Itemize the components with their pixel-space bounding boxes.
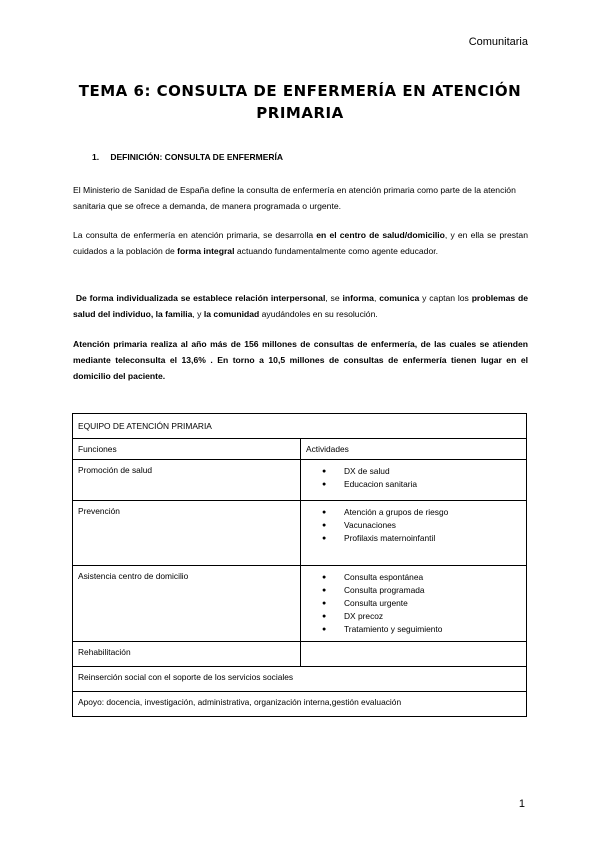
activity-item: ● Vacunaciones	[322, 519, 521, 532]
p3-part-h: , y	[192, 309, 204, 319]
table-header-row	[73, 439, 527, 460]
activity-item: ● DX precoz	[322, 610, 521, 623]
function-cell: Prevención	[73, 501, 301, 566]
title-line-1: TEMA 6: CONSULTA DE ENFERMERÍA EN ATENCIÓN	[78, 82, 522, 100]
p2-part-e: actuando fundamentalmente como agente educador.	[234, 246, 439, 256]
paragraph-individual	[73, 290, 528, 322]
p2-part-a: La consulta de enfermería en atención primaria, se desarrolla	[73, 230, 317, 240]
activity-item: ● Atención a grupos de riesgo	[322, 506, 521, 519]
function-cell: Promoción de salud	[73, 460, 301, 501]
activity-item: ● DX de salud	[322, 465, 521, 478]
p2-part-b: en el centro de salud/domicilio	[316, 230, 445, 240]
activities-list	[322, 571, 521, 636]
activity-item: ● Consulta espontánea	[322, 571, 521, 584]
activity-item: ● Educacion sanitaria	[322, 478, 521, 491]
document-title	[60, 80, 540, 124]
p3-part-i: la comunidad	[203, 309, 260, 319]
activity-item: ● Consulta programada	[322, 584, 521, 597]
section-heading-text: DEFINICIÓN: CONSULTA DE ENFERMERÍA	[110, 152, 284, 162]
activity-item: ● Consulta urgente	[322, 597, 521, 610]
table-title: EQUIPO DE ATENCIÓN PRIMARIA	[73, 414, 527, 439]
activities-cell	[301, 566, 527, 642]
p3-part-a: De forma individualizada se establece relación interpersonal	[75, 293, 326, 303]
function-cell: Asistencia centro de domicilio	[73, 566, 301, 642]
table-row	[73, 566, 527, 642]
activity-item: ● Tratamiento y seguimiento	[322, 623, 521, 636]
p3-part-g: problemas de salud del individuo, la familia	[73, 293, 528, 319]
p3-part-e: comunica	[379, 293, 420, 303]
table-row	[73, 501, 527, 566]
activities-cell	[301, 642, 527, 667]
p3-part-b: , se	[325, 293, 343, 303]
table-row	[73, 667, 527, 692]
p3-part-c: informa	[342, 293, 374, 303]
column-header-activities: Actividades	[301, 439, 527, 460]
p2-part-d: forma integral	[177, 246, 235, 256]
p4-text: Atención primaria realiza al año más de 156 millones de consultas de enfermería, de las cuales se atienden mediante teleconsulta el 13,6% . En torno a 10,5 millones de consultas de enfermería tienen lugar en el domicilio del paciente.	[73, 339, 528, 381]
p3-part-d: ,	[373, 293, 380, 303]
table-row	[73, 642, 527, 667]
reinsertion-cell: Reinserción social con el soporte de los servicios sociales	[73, 667, 527, 692]
primary-care-team-table	[72, 413, 527, 717]
p2-part-c: , y en ella se prestan cuidados a la población de	[73, 230, 528, 256]
paragraph-location	[73, 227, 528, 259]
running-header: Comunitaria	[468, 36, 528, 48]
activities-list	[322, 506, 521, 545]
activities-cell	[301, 501, 527, 566]
activities-list	[322, 465, 521, 491]
section-heading	[92, 152, 283, 162]
activity-item: ● Profilaxis maternoinfantil	[322, 532, 521, 545]
page-number: 1	[518, 798, 525, 810]
support-cell: Apoyo: docencia, investigación, administrativa, organización interna,gestión evaluación	[73, 692, 527, 717]
function-cell: Rehabilitación	[73, 642, 301, 667]
paragraph-definition: El Ministerio de Sanidad de España define la consulta de enfermería en atención primaria como parte de la atención sanitaria que se ofrece a demanda, de manera programada o urgente.	[73, 185, 516, 211]
p3-part-j: ayudándoles en su resolución.	[259, 309, 378, 319]
table-row	[73, 692, 527, 717]
activities-cell	[301, 460, 527, 501]
title-line-2: PRIMARIA	[256, 104, 344, 122]
column-header-functions: Funciones	[73, 439, 301, 460]
table-row	[73, 460, 527, 501]
section-number: 1.	[92, 152, 100, 162]
paragraph-statistics	[73, 336, 528, 384]
table-title-row	[73, 414, 527, 439]
p3-part-f: y captan los	[419, 293, 472, 303]
